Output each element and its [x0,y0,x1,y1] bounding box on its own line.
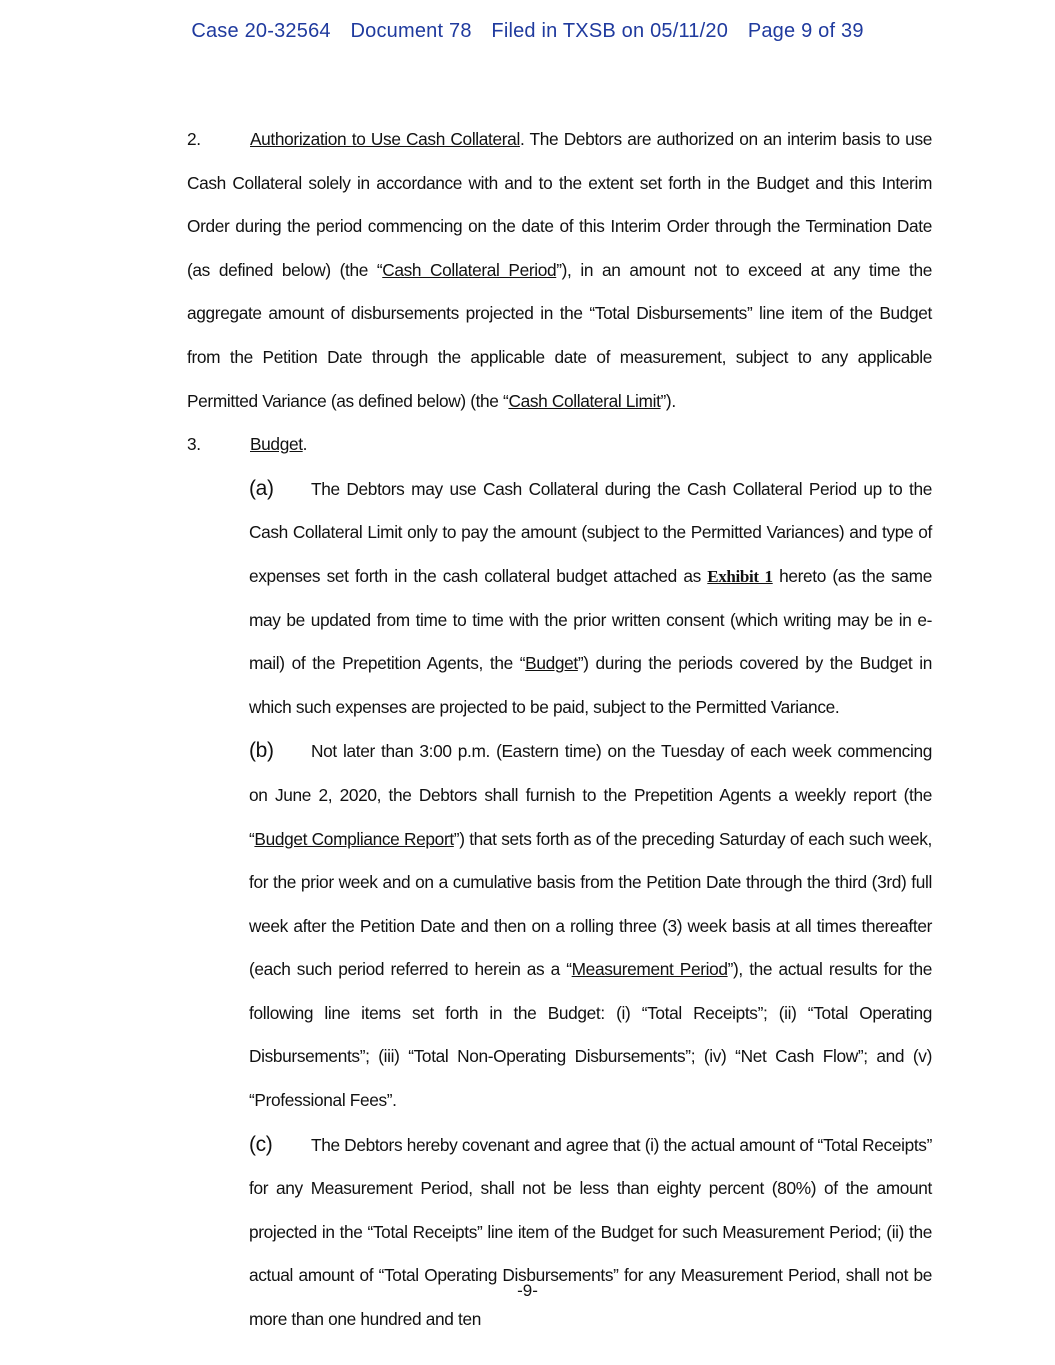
defined-term-budget-compliance-report: Budget Compliance Report [254,828,454,849]
page-number-footer: -9- [517,1281,538,1300]
subparagraph-a-label: (a) [249,476,274,500]
page-indicator: Page 9 of 39 [747,20,864,42]
document-body [125,118,932,1342]
subparagraph-c: (c) The Debtors hereby covenant and agree that (i) the actual amount of “Total Receipts” for any Measurement Period, shall not be less than eighty percent (80%) of the amount projected in the “Total Receipts” line item of the Budget for such Measurement Period; (ii) the actual amount of “Total Operating Disbursements” for any Measurement Period, shall not be more than one hundred and ten [125,1123,932,1342]
court-filing-header [0,20,1055,43]
defined-term-cash-collateral-period: Cash Collateral Period [382,259,557,280]
section-2-number: 2. [187,129,201,149]
section-2-paragraph: 2. Authorization to Use Cash Collateral. The Debtors are authorized on an interim basis to use Cash Collateral solely in accordance with and to the extent set forth in the Budget and this Interim Order during the period commencing on the date of this Interim Order through the Termination Date (as defined below) (the “Cash Collateral Period”), in an amount not to exceed at any time the aggregate amount of disbursements projected in the “Total Disbursements” line item of the Budget from the Petition Date through the applicable date of measurement, subject to any applicable Permitted Variance (as defined below) (the “Cash Collateral Limit”). [125,118,932,423]
section-2-title: Authorization to Use Cash Collateral [250,129,520,149]
exhibit-1-reference: Exhibit 1 [707,566,773,586]
subparagraph-b-label: (b) [249,739,274,763]
document-number: Document 78 [350,20,472,42]
defined-term-measurement-period: Measurement Period [571,959,728,980]
subparagraph-a: (a) The Debtors may use Cash Collateral during the Cash Collateral Period up to the Cash Collateral Limit only to pay the amount (subject to the Permitted Variances) and type of expenses set forth in the cash collateral budget attached as Exhibit 1 hereto (as the same may be updated from time to time with the prior written consent (which writing may be in e-mail) of the Prepetition Agents, the “Budget”) during the periods covered by the Budget in which such expenses are projected to be paid, subject to the Permitted Variance. [125,467,932,730]
subparagraph-b: (b) Not later than 3:00 p.m. (Eastern time) on the Tuesday of each week commencing on June 2, 2020, the Debtors shall furnish to the Prepetition Agents a weekly report (the “Budget Compliance Report”) that sets forth as of the preceding Saturday of each such week, for the prior week and on a cumulative basis from the Petition Date through the third (3rd) full week after the Petition Date and then on a rolling three (3) week basis at all times thereafter (each such period referred to herein as a “Measurement Period”), the actual results for the following line items set forth in the Budget: (i) “Total Receipts”; (ii) “Total Operating Disbursements”; (iii) “Total Non-Operating Disbursements”; (iv) “Net Cash Flow”; and (v) “Professional Fees”. [125,729,932,1122]
section-3-number: 3. [187,434,201,455]
section-3-heading: 3. Budget. [125,423,932,467]
subparagraph-c-label: (c) [249,1132,273,1156]
case-number: Case 20-32564 [191,20,331,42]
defined-term-budget: Budget [525,653,578,674]
defined-term-cash-collateral-limit: Cash Collateral Limit [508,390,661,411]
filed-info: Filed in TXSB on 05/11/20 [491,20,729,42]
section-3-title: Budget [250,434,303,455]
